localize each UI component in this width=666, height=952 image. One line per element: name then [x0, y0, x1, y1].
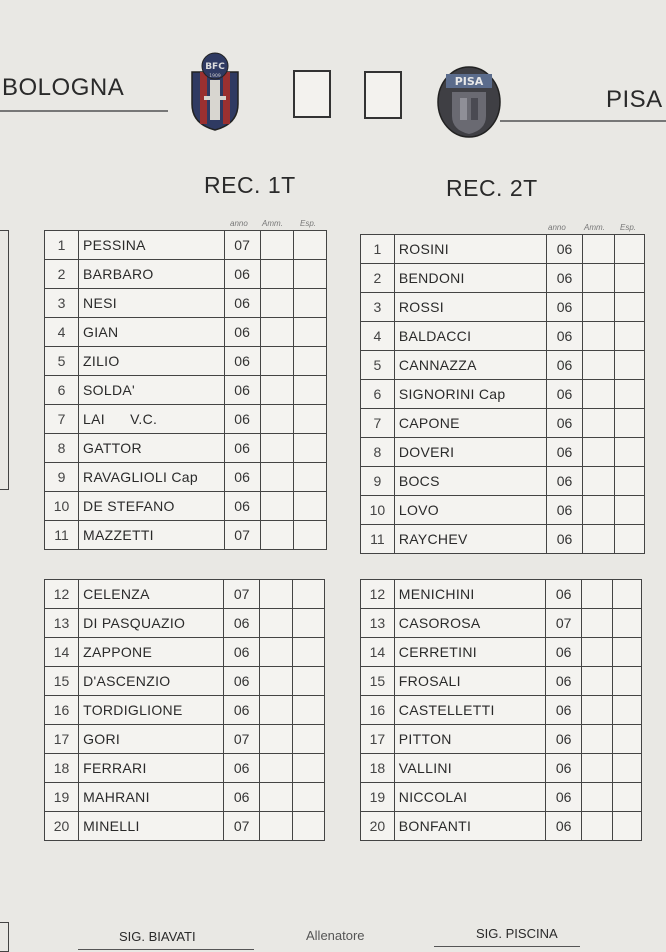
player-year: 06	[547, 525, 583, 554]
col-amm-label-home: Amm.	[262, 219, 283, 228]
player-name: CAPONE	[394, 409, 546, 438]
col-esp-label-away: Esp.	[620, 223, 637, 232]
player-year: 06	[547, 351, 583, 380]
player-number: 9	[361, 467, 395, 496]
ammonizione-cell[interactable]	[260, 231, 293, 260]
player-number: 6	[361, 380, 395, 409]
player-name: VALLINI	[394, 754, 546, 783]
player-year: 07	[224, 580, 260, 609]
player-row	[45, 812, 325, 841]
ammonizione-cell[interactable]	[581, 609, 612, 638]
ammonizione-cell[interactable]	[260, 754, 292, 783]
player-name: ROSSI	[394, 293, 546, 322]
player-row	[361, 467, 645, 496]
ammonizione-cell[interactable]	[581, 812, 612, 841]
player-row	[361, 609, 642, 638]
espulsione-cell[interactable]	[612, 725, 641, 754]
player-row	[45, 231, 327, 260]
espulsione-cell[interactable]	[612, 580, 641, 609]
home-starters-table	[44, 230, 327, 550]
espulsione-cell[interactable]	[293, 492, 326, 521]
player-row	[45, 580, 325, 609]
ammonizione-cell[interactable]	[260, 812, 292, 841]
player-row	[361, 438, 645, 467]
espulsione-cell[interactable]	[614, 438, 644, 467]
player-name: BARBARO	[79, 260, 225, 289]
player-name: DE STEFANO	[79, 492, 225, 521]
player-number: 18	[361, 754, 395, 783]
ammonizione-cell[interactable]	[260, 609, 292, 638]
player-year: 06	[547, 293, 583, 322]
ammonizione-cell[interactable]	[260, 376, 293, 405]
ammonizione-cell[interactable]	[582, 525, 614, 554]
ammonizione-cell[interactable]	[582, 322, 614, 351]
player-number: 2	[361, 264, 395, 293]
espulsione-cell[interactable]	[614, 351, 644, 380]
player-year: 07	[224, 725, 260, 754]
player-name: LOVO	[394, 496, 546, 525]
player-year: 07	[224, 231, 260, 260]
player-number: 17	[361, 725, 395, 754]
player-row	[45, 347, 327, 376]
player-year: 06	[547, 409, 583, 438]
away-coach-name: SIG. PISCINA	[476, 926, 558, 941]
espulsione-cell[interactable]	[614, 293, 644, 322]
player-name: BENDONI	[394, 264, 546, 293]
pisa-crest-icon	[436, 64, 502, 140]
player-row	[45, 609, 325, 638]
player-year: 06	[224, 376, 260, 405]
player-number: 7	[45, 405, 79, 434]
player-number: 18	[45, 754, 79, 783]
player-name: DI PASQUAZIO	[79, 609, 224, 638]
player-year: 06	[224, 609, 260, 638]
player-year: 06	[224, 405, 260, 434]
player-name: MENICHINI	[394, 580, 546, 609]
player-year: 06	[547, 380, 583, 409]
player-number: 16	[361, 696, 395, 725]
espulsione-cell[interactable]	[614, 322, 644, 351]
player-name: CELENZA	[79, 580, 224, 609]
espulsione-cell[interactable]	[612, 754, 641, 783]
player-year: 06	[547, 496, 583, 525]
player-row	[45, 667, 325, 696]
player-row	[361, 351, 645, 380]
ammonizione-cell[interactable]	[582, 293, 614, 322]
espulsione-cell[interactable]	[293, 347, 326, 376]
player-year: 06	[224, 696, 260, 725]
player-year: 06	[224, 638, 260, 667]
espulsione-cell[interactable]	[293, 405, 326, 434]
player-number: 9	[45, 463, 79, 492]
player-row	[361, 264, 645, 293]
player-number: 1	[45, 231, 79, 260]
player-row	[361, 812, 642, 841]
player-row	[45, 638, 325, 667]
player-number: 8	[361, 438, 395, 467]
espulsione-cell[interactable]	[293, 463, 326, 492]
ammonizione-cell[interactable]	[581, 725, 612, 754]
player-name: RAVAGLIOLI Cap	[79, 463, 225, 492]
player-year: 06	[224, 434, 260, 463]
player-row	[45, 696, 325, 725]
ammonizione-cell[interactable]	[260, 521, 293, 550]
espulsione-cell[interactable]	[292, 609, 324, 638]
player-name: D'ASCENZIO	[79, 667, 224, 696]
player-number: 12	[361, 580, 395, 609]
player-name: ZAPPONE	[79, 638, 224, 667]
ammonizione-cell[interactable]	[260, 783, 292, 812]
player-row	[45, 376, 327, 405]
player-number: 12	[45, 580, 79, 609]
espulsione-cell[interactable]	[612, 609, 641, 638]
away-subs-table	[360, 579, 642, 841]
player-name: NESI	[79, 289, 225, 318]
player-number: 3	[361, 293, 395, 322]
col-year-label-home: anno	[230, 219, 248, 228]
player-name: BALDACCI	[394, 322, 546, 351]
home-score-box[interactable]	[293, 70, 331, 118]
bologna-crest-text: BFC	[205, 62, 225, 72]
ammonizione-cell[interactable]	[260, 580, 292, 609]
espulsione-cell[interactable]	[612, 783, 641, 812]
player-number: 11	[45, 521, 79, 550]
heading-rec-1t: REC. 1T	[204, 172, 296, 198]
player-name: BONFANTI	[394, 812, 546, 841]
player-year: 06	[224, 347, 260, 376]
player-row	[45, 260, 327, 289]
ammonizione-cell[interactable]	[260, 638, 292, 667]
ammonizione-cell[interactable]	[582, 409, 614, 438]
ammonizione-cell[interactable]	[260, 405, 293, 434]
player-number: 20	[45, 812, 79, 841]
ammonizione-cell[interactable]	[260, 260, 293, 289]
ammonizione-cell[interactable]	[582, 235, 614, 264]
player-number: 16	[45, 696, 79, 725]
espulsione-cell[interactable]	[292, 754, 324, 783]
away-team-underline	[500, 120, 666, 122]
ammonizione-cell[interactable]	[582, 467, 614, 496]
home-team-underline	[0, 110, 168, 112]
player-row	[45, 318, 327, 347]
player-number: 20	[361, 812, 395, 841]
player-number: 15	[45, 667, 79, 696]
player-year: 06	[224, 492, 260, 521]
player-name: ZILIO	[79, 347, 225, 376]
player-name: LAI V.C.	[79, 405, 225, 434]
player-number: 4	[45, 318, 79, 347]
player-row	[361, 638, 642, 667]
ammonizione-cell[interactable]	[581, 783, 612, 812]
home-coach-line	[78, 949, 254, 950]
player-year: 06	[224, 318, 260, 347]
player-year: 06	[546, 696, 582, 725]
ammonizione-cell[interactable]	[582, 380, 614, 409]
home-team-name: BOLOGNA	[2, 74, 125, 101]
ammonizione-cell[interactable]	[260, 318, 293, 347]
player-name: MINELLI	[79, 812, 224, 841]
ammonizione-cell[interactable]	[581, 667, 612, 696]
espulsione-cell[interactable]	[612, 667, 641, 696]
player-name: RAYCHEV	[394, 525, 546, 554]
ammonizione-cell[interactable]	[582, 496, 614, 525]
player-year: 06	[547, 264, 583, 293]
home-subs-table	[44, 579, 325, 841]
player-number: 13	[45, 609, 79, 638]
player-name: SOLDA'	[79, 376, 225, 405]
ammonizione-cell[interactable]	[260, 347, 293, 376]
player-number: 3	[45, 289, 79, 318]
player-row	[361, 696, 642, 725]
espulsione-cell[interactable]	[292, 696, 324, 725]
player-row	[361, 235, 645, 264]
espulsione-cell[interactable]	[293, 521, 326, 550]
player-year: 06	[224, 289, 260, 318]
player-row	[361, 525, 645, 554]
player-row	[45, 463, 327, 492]
ammonizione-cell[interactable]	[260, 725, 292, 754]
espulsione-cell[interactable]	[293, 289, 326, 318]
player-row	[361, 667, 642, 696]
home-coach-name: SIG. BIAVATI	[119, 929, 196, 944]
player-year: 06	[546, 725, 582, 754]
player-name: PITTON	[394, 725, 546, 754]
player-number: 2	[45, 260, 79, 289]
player-name: BOCS	[394, 467, 546, 496]
player-row	[361, 293, 645, 322]
player-number: 19	[361, 783, 395, 812]
ammonizione-cell[interactable]	[260, 434, 293, 463]
espulsione-cell[interactable]	[293, 260, 326, 289]
player-year: 06	[547, 322, 583, 351]
bologna-crest-icon	[186, 52, 244, 132]
col-esp-label-home: Esp.	[300, 219, 317, 228]
player-year: 06	[546, 638, 582, 667]
player-row	[361, 754, 642, 783]
player-number: 14	[45, 638, 79, 667]
espulsione-cell[interactable]	[292, 638, 324, 667]
footer-edge-box	[0, 922, 9, 952]
player-name: GATTOR	[79, 434, 225, 463]
espulsione-cell[interactable]	[614, 525, 644, 554]
player-year: 06	[547, 467, 583, 496]
player-number: 14	[361, 638, 395, 667]
player-year: 06	[547, 438, 583, 467]
player-name: DOVERI	[394, 438, 546, 467]
ammonizione-cell[interactable]	[581, 696, 612, 725]
player-name: FERRARI	[79, 754, 224, 783]
player-number: 5	[45, 347, 79, 376]
player-name: MAZZETTI	[79, 521, 225, 550]
player-row	[45, 434, 327, 463]
player-name: GORI	[79, 725, 224, 754]
player-name: SIGNORINI Cap	[394, 380, 546, 409]
espulsione-cell[interactable]	[614, 409, 644, 438]
svg-text:1909: 1909	[209, 74, 221, 79]
player-number: 8	[45, 434, 79, 463]
player-name: CASOROSA	[394, 609, 546, 638]
player-name: GIAN	[79, 318, 225, 347]
player-year: 07	[546, 609, 582, 638]
away-team-name: PISA	[606, 86, 663, 113]
player-row	[45, 783, 325, 812]
espulsione-cell[interactable]	[614, 467, 644, 496]
ammonizione-cell[interactable]	[581, 638, 612, 667]
player-row	[45, 289, 327, 318]
espulsione-cell[interactable]	[292, 667, 324, 696]
espulsione-cell[interactable]	[293, 231, 326, 260]
player-number: 11	[361, 525, 395, 554]
player-name: FROSALI	[394, 667, 546, 696]
away-coach-line	[434, 946, 580, 947]
away-starters-table	[360, 234, 645, 554]
player-name: CANNAZZA	[394, 351, 546, 380]
player-year: 06	[546, 754, 582, 783]
player-year: 06	[224, 667, 260, 696]
player-number: 5	[361, 351, 395, 380]
espulsione-cell[interactable]	[292, 580, 324, 609]
col-amm-label-away: Amm.	[584, 223, 605, 232]
espulsione-cell[interactable]	[614, 496, 644, 525]
player-row	[45, 405, 327, 434]
player-row	[45, 754, 325, 783]
player-year: 07	[224, 521, 260, 550]
ammonizione-cell[interactable]	[582, 438, 614, 467]
player-name: PESSINA	[79, 231, 225, 260]
player-name: TORDIGLIONE	[79, 696, 224, 725]
player-row	[361, 409, 645, 438]
player-year: 06	[224, 754, 260, 783]
player-number: 19	[45, 783, 79, 812]
ammonizione-cell[interactable]	[260, 289, 293, 318]
player-year: 06	[546, 667, 582, 696]
player-row	[45, 492, 327, 521]
espulsione-cell[interactable]	[612, 696, 641, 725]
player-name: NICCOLAI	[394, 783, 546, 812]
player-number: 10	[45, 492, 79, 521]
espulsione-cell[interactable]	[612, 812, 641, 841]
pisa-crest-text: PISA	[454, 75, 484, 88]
espulsione-cell[interactable]	[612, 638, 641, 667]
espulsione-cell[interactable]	[292, 725, 324, 754]
player-number: 10	[361, 496, 395, 525]
player-number: 6	[45, 376, 79, 405]
player-year: 06	[546, 580, 582, 609]
away-score-box[interactable]	[364, 71, 402, 119]
espulsione-cell[interactable]	[614, 235, 644, 264]
coach-label: Allenatore	[306, 928, 365, 943]
previous-sheet-edge	[0, 230, 9, 490]
player-name: ROSINI	[394, 235, 546, 264]
player-year: 06	[546, 812, 582, 841]
player-number: 15	[361, 667, 395, 696]
heading-rec-2t: REC. 2T	[446, 175, 538, 201]
player-number: 13	[361, 609, 395, 638]
player-row	[361, 322, 645, 351]
player-row	[45, 521, 327, 550]
player-year: 07	[224, 812, 260, 841]
espulsione-cell[interactable]	[292, 812, 324, 841]
espulsione-cell[interactable]	[614, 380, 644, 409]
ammonizione-cell[interactable]	[582, 264, 614, 293]
player-year: 06	[224, 783, 260, 812]
ammonizione-cell[interactable]	[260, 667, 292, 696]
ammonizione-cell[interactable]	[581, 580, 612, 609]
ammonizione-cell[interactable]	[582, 351, 614, 380]
player-name: CASTELLETTI	[394, 696, 546, 725]
espulsione-cell[interactable]	[293, 318, 326, 347]
player-year: 06	[224, 260, 260, 289]
player-year: 06	[224, 463, 260, 492]
espulsione-cell[interactable]	[293, 376, 326, 405]
player-name: MAHRANI	[79, 783, 224, 812]
espulsione-cell[interactable]	[614, 264, 644, 293]
player-row	[361, 496, 645, 525]
player-number: 4	[361, 322, 395, 351]
ammonizione-cell[interactable]	[260, 696, 292, 725]
ammonizione-cell[interactable]	[260, 492, 293, 521]
player-number: 7	[361, 409, 395, 438]
player-row	[361, 380, 645, 409]
player-number: 17	[45, 725, 79, 754]
player-year: 06	[547, 235, 583, 264]
player-year: 06	[546, 783, 582, 812]
ammonizione-cell[interactable]	[260, 463, 293, 492]
espulsione-cell[interactable]	[292, 783, 324, 812]
espulsione-cell[interactable]	[293, 434, 326, 463]
ammonizione-cell[interactable]	[581, 754, 612, 783]
player-row	[361, 725, 642, 754]
player-row	[45, 725, 325, 754]
player-name: CERRETINI	[394, 638, 546, 667]
player-row	[361, 783, 642, 812]
col-year-label-away: anno	[548, 223, 566, 232]
player-number: 1	[361, 235, 395, 264]
player-row	[361, 580, 642, 609]
